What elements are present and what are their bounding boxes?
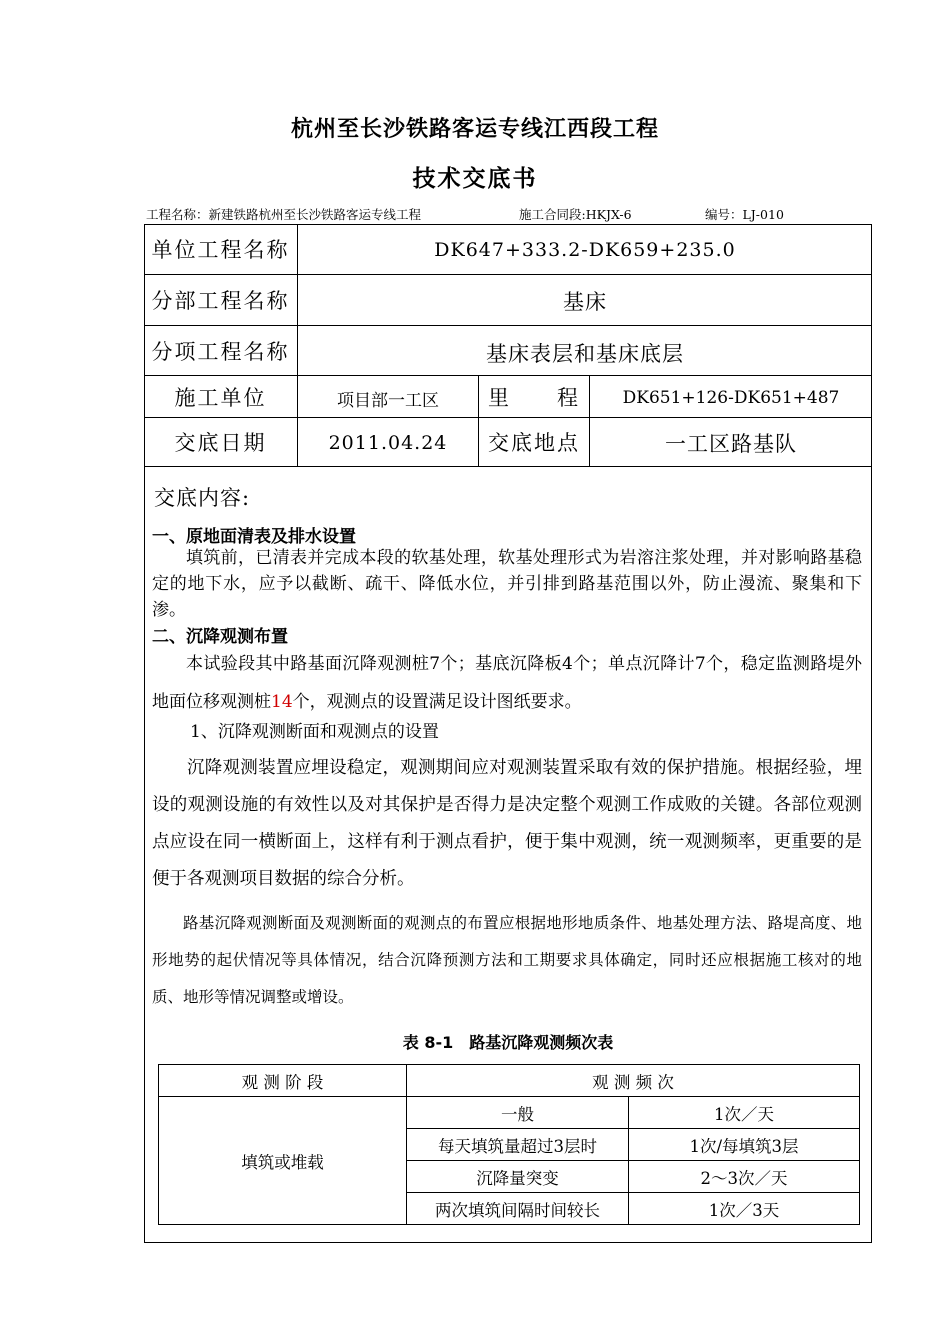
section2-title: 二、沉降观测布置 [152,627,288,647]
mileage-label: 里 程 [488,385,580,410]
table-row-condition: 一般 [501,1104,534,1124]
table-row-condition: 两次填筑间隔时间较长 [435,1200,600,1220]
table-row-condition: 每天填筑量超过3层时 [438,1136,597,1156]
table-row-condition: 沉降量突变 [476,1168,559,1188]
division-label: 分部工程名称 [151,289,290,313]
division-value: 基床 [563,290,607,314]
construction-unit-label: 施工单位 [174,385,267,410]
section2-text: 本试验段其中路基面沉降观测桩7个；基底沉降板4个；单点沉降计7个，稳定监测路堤外地面位移观测桩14个，观测点的设置满足设计图纸要求。 [152,654,862,712]
subitem-label: 分项工程名称 [151,339,290,364]
table-row-frequency: 2～3次／天 [700,1168,788,1188]
unit-project-label: 单位工程名称 [151,238,290,262]
subsection1-title: 1、沉降观测断面和观测点的设置 [190,722,439,742]
date-label: 交底日期 [174,431,267,455]
table-header-stage: 观 测 阶 段 [241,1072,324,1092]
location-value: 一工区路基队 [665,432,797,456]
construction-unit-value: 项目部一工区 [337,391,439,411]
table-row-frequency: 1次／天 [714,1104,774,1124]
date-value: 2011.04.24 [328,432,448,454]
document-number-meta: 编号：LJ-010 [705,207,784,222]
mileage-value: DK651+126-DK651+487 [622,387,840,408]
section1-title: 一、原地面清表及排水设置 [152,527,356,547]
table-line [859,1064,860,1225]
table-row-frequency: 1次／3天 [708,1200,780,1220]
document-subtitle: 技术交底书 [412,166,538,192]
paragraph-observation-install: 沉降观测装置应埋设稳定，观测期间应对观测装置采取有效的保护措施。根据经验，埋设的观测设施的有效性以及对其保护是否得力是决定整个观测工作成败的关键。各部位观测点应设在同一横断面上，这样有利于测点看护，便于集中观测，统一观测频率，更重要的是便于各观测项目数据的综合分析。 [152,758,862,889]
content-heading: 交底内容: [154,486,251,510]
document-title: 杭州至长沙铁路客运专线江西段工程 [290,117,659,142]
location-label: 交底地点 [488,431,580,455]
paragraph-observation-layout: 路基沉降观测断面及观测断面的观测点的布置应根据地形地质条件、地基处理方法、路堤高度、地形地势的起伏情况等具体情况，结合沉降预测方法和工期要求具体确定，同时还应根据施工核对的地质、地形等情况调整或增设。 [152,914,862,1006]
highlight-count: 14 [271,692,293,712]
table-caption: 表 8-1 路基沉降观测频次表 [402,1033,614,1052]
table-line [158,1224,860,1225]
project-name-meta: 工程名称：新建铁路杭州至长沙铁路客运专线工程 [146,207,422,222]
table-header-frequency: 观 测 频 次 [592,1072,674,1092]
section1-text: 填筑前，已清表并完成本段的软基处理，软基处理形式为岩溶注浆处理，并对影响路基稳定的地下水，应予以截断、疏干、降低水位，并引排到路基范围以外，防止漫流、聚集和下渗。 [152,548,862,620]
subitem-value: 基床表层和基床底层 [486,341,684,366]
table-stage-cell: 填筑或堆载 [241,1152,324,1172]
contract-section-meta: 施工合同段:HKJX-6 [519,207,632,222]
unit-project-value: DK647+333.2-DK659+235.0 [434,239,736,261]
table-row-frequency: 1次/每填筑3层 [689,1136,799,1156]
